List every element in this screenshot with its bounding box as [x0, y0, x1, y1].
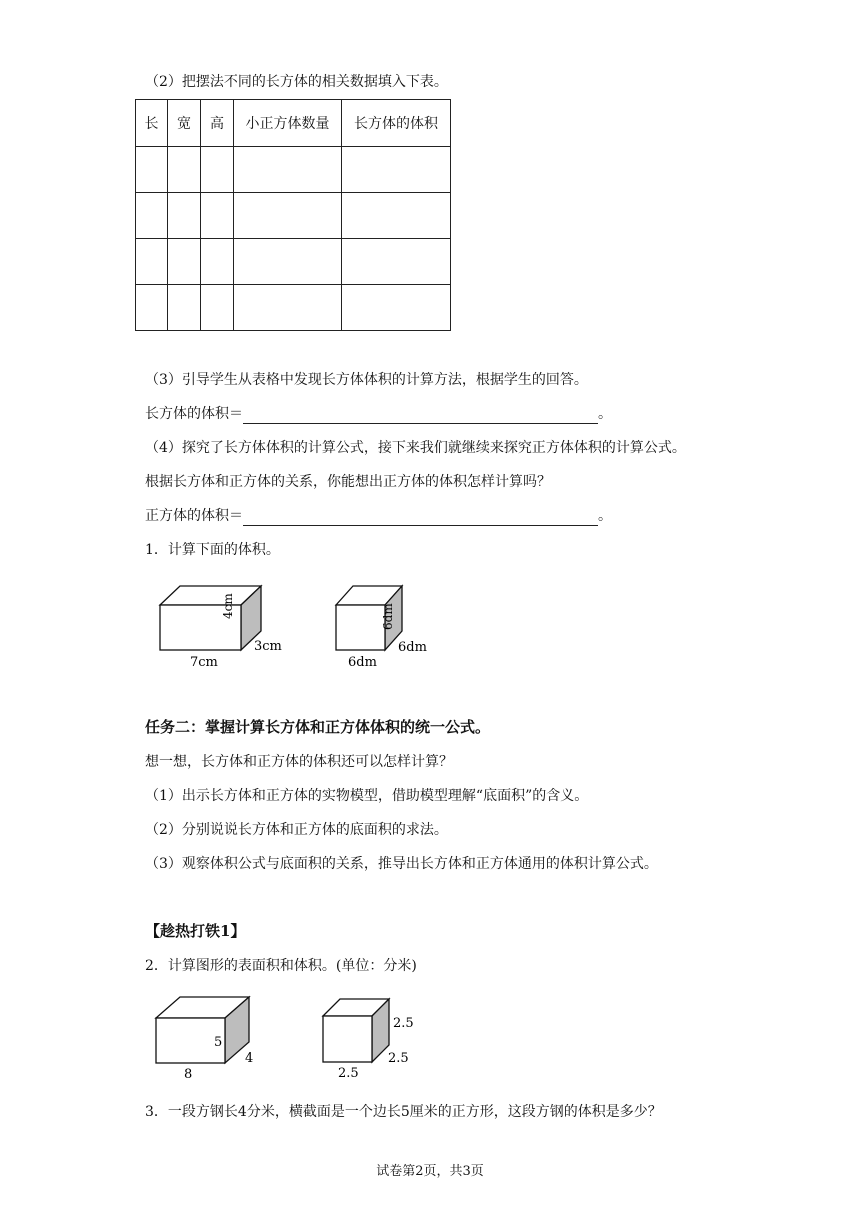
part4-line2: 根据长方体和正方体的关系，你能想出正方体的体积怎样计算吗？ [145, 474, 551, 490]
task2-step3: （3）观察体积公式与底面积的关系，推导出长方体和正方体通用的体积计算公式。 [145, 856, 658, 872]
question-1: 1．计算下面的体积。 [145, 542, 280, 558]
cube2-bottom-label: 2.5 [338, 1066, 359, 1081]
table-row [136, 285, 451, 331]
header-volume: 长方体的体积 [342, 100, 451, 147]
part4-line1: （4）探究了长方体体积的计算公式，接下来我们就继续来探究正方体体积的计算公式。 [145, 440, 686, 456]
cube-formula-label: 正方体的体积＝ [145, 508, 243, 524]
cube-figure-1 [336, 586, 427, 670]
header-cube-count: 小正方体数量 [234, 100, 342, 147]
task2-step1: （1）出示长方体和正方体的实物模型，借助模型理解“底面积”的含义。 [145, 788, 589, 804]
task2-title: 任务二：掌握计算长方体和正方体体积的统一公式。 [145, 718, 491, 736]
task2-question: 想一想，长方体和正方体的体积还可以怎样计算？ [145, 754, 453, 770]
table-row [136, 239, 451, 285]
part3-text: （3）引导学生从表格中发现长方体体积的计算方法，根据学生的回答。 [145, 372, 588, 388]
cuboid-formula-label: 长方体的体积＝ [145, 406, 243, 422]
question-3: 3．一段方钢长4分米，横截面是一个边长5厘米的正方形，这段方钢的体积是多少？ [145, 1104, 662, 1120]
table-header-row [136, 100, 451, 147]
cuboid-formula-blank [243, 407, 598, 424]
cube1-front-label: 6dm [381, 603, 395, 630]
cube-formula-end: 。 [598, 508, 612, 524]
header-width: 宽 [168, 100, 201, 147]
header-height: 高 [201, 100, 234, 147]
cube-figure-2 [323, 999, 414, 1081]
task2-step2: （2）分别说说长方体和正方体的底面积的求法。 [145, 822, 448, 838]
table-row [136, 147, 451, 193]
cuboid-figure-1 [160, 586, 282, 670]
cuboid1-length-label: 7cm [190, 655, 218, 670]
cuboid1-height-label: 4cm [221, 593, 235, 619]
cuboid2-length-label: 8 [184, 1067, 193, 1082]
cuboid-formula-end: 。 [598, 406, 612, 422]
cube1-bottom-label: 6dm [348, 655, 377, 670]
cube-formula-blank [243, 509, 598, 526]
figure-2 [150, 994, 430, 1084]
practice-title: 【趁热打铁1】 [145, 922, 246, 940]
cube1-side-label: 6dm [398, 640, 427, 655]
figure-1 [150, 580, 450, 672]
page-footer: 试卷第2页，共3页 [376, 1164, 484, 1179]
part2-intro: （2）把摆法不同的长方体的相关数据填入下表。 [145, 74, 448, 90]
cube2-top-label: 2.5 [393, 1016, 414, 1031]
table-row [136, 193, 451, 239]
question-2: 2．计算图形的表面积和体积。(单位：分米) [145, 958, 417, 974]
cube2-side-label: 2.5 [388, 1051, 409, 1066]
cuboid2-height-label: 5 [214, 1035, 223, 1050]
cuboid-figure-2 [156, 997, 253, 1082]
data-table [135, 99, 451, 331]
cuboid-formula-line [145, 404, 612, 424]
header-length: 长 [136, 100, 168, 147]
cuboid1-width-label: 3cm [254, 639, 282, 654]
cuboid2-width-label: 4 [245, 1051, 254, 1066]
cube-formula-line [145, 506, 612, 526]
